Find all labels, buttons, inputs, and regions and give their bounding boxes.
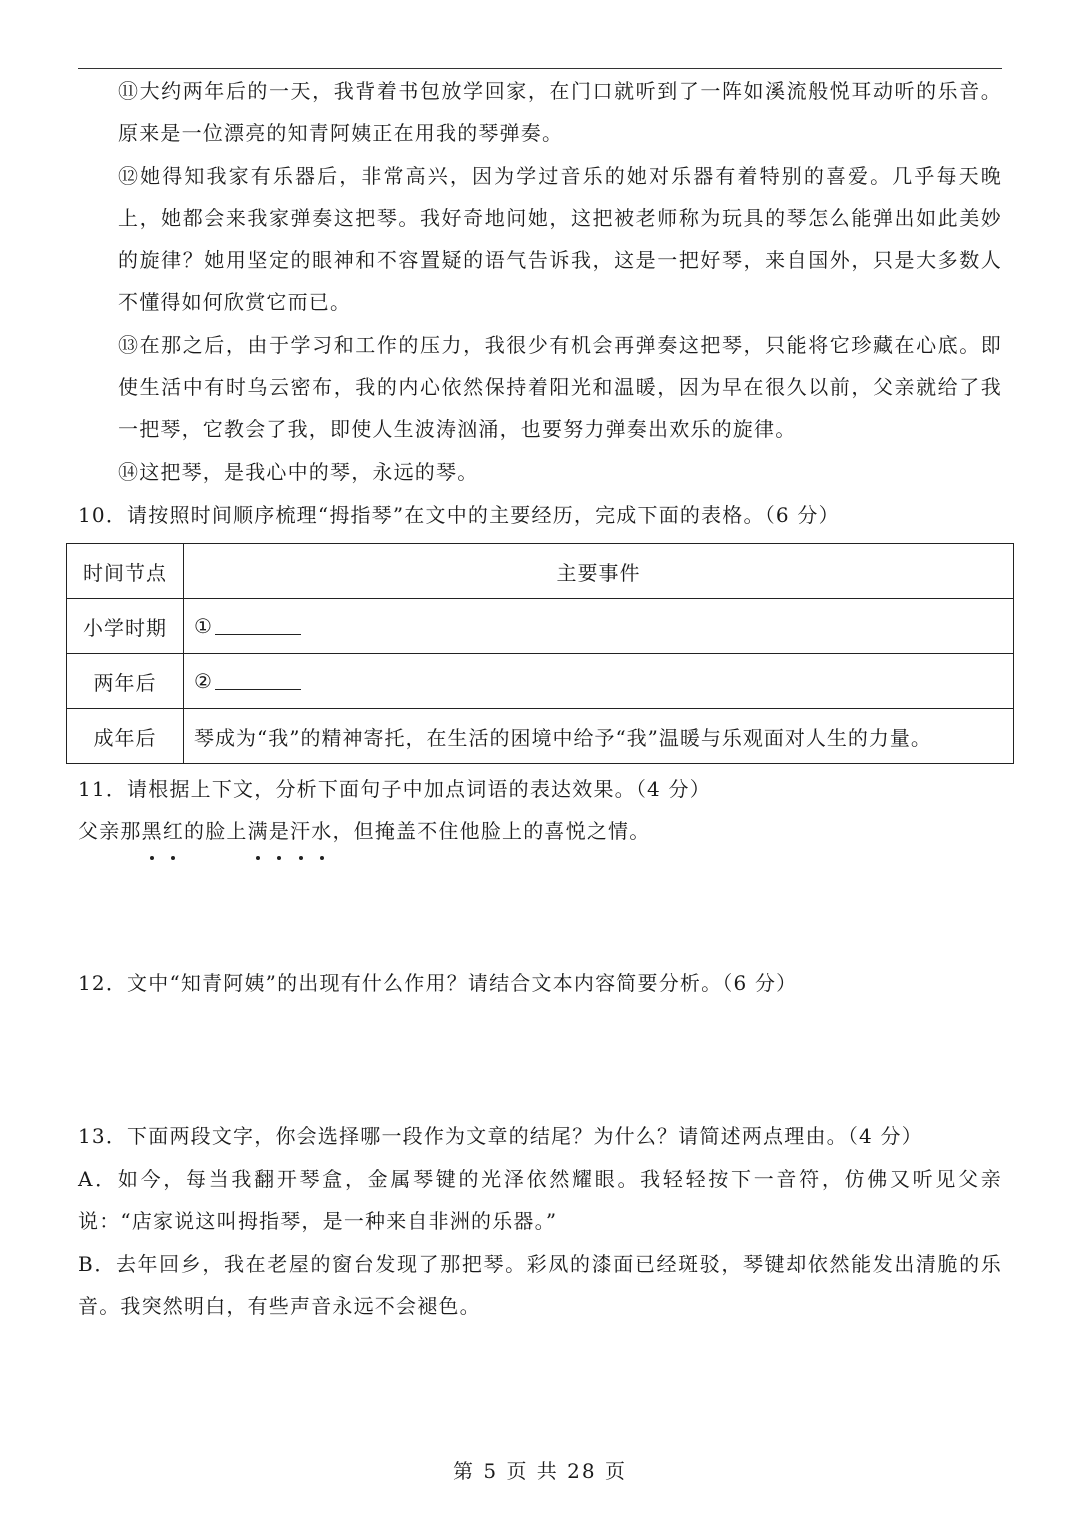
paragraph-14: ⑭这把琴，是我心中的琴，永远的琴。: [118, 460, 479, 484]
document-page: [78, 0, 1002, 1318]
question-13-prompt: 13．下面两段文字，你会选择哪一段作为文章的结尾？为什么？请简述两点理由。（4 分）: [78, 1124, 923, 1148]
header-event: 主要事件: [184, 544, 1014, 599]
paragraph-12: ⑫她得知我家有乐器后，非常高兴，因为学过音乐的她对乐器有着特别的喜爱。几乎每天晚上，她都会来我家弹奏这把琴。我好奇地问她，这把被老师称为玩具的琴怎么能弹出如此美妙的旋律？她用坚定的眼神和不容置疑的语气告诉我，这是一把好琴，来自国外，只是大多数人不懂得如何欣赏它而已。: [118, 164, 1002, 314]
table-row: [67, 599, 1014, 654]
row-event: 琴成为“我”的精神寄托，在生活的困境中给予“我”温暖与乐观面对人生的力量。: [184, 709, 1014, 764]
dotted-char: 水: [311, 810, 332, 852]
header-rule: [78, 68, 1002, 69]
answer-blank[interactable]: [215, 669, 301, 690]
row-event[interactable]: [184, 599, 1014, 654]
events-table: [66, 543, 1014, 764]
paragraph-13: ⑬在那之后，由于学习和工作的压力，我很少有机会再弹奏这把琴，只能将它珍藏在心底。即使生活中有时乌云密布，我的内心依然保持着阳光和温暖，因为早在很久以前，父亲就给了我一把琴，它教会了我，即使人生波涛汹涌，也要努力弹奏出欢乐的旋律。: [118, 333, 1002, 441]
question-11-sentence: [78, 810, 1002, 852]
dotted-char: 是: [269, 810, 290, 852]
paragraph-11: ⑪大约两年后的一天，我背着书包放学回家，在门口就听到了一阵如溪流般悦耳动听的乐音。原来是一位漂亮的知青阿姨正在用我的琴弹奏。: [118, 79, 1002, 145]
row-time: 小学时期: [67, 599, 184, 654]
sentence-text: 父亲那: [78, 819, 142, 843]
page-number: 第 5 页 共 28 页: [453, 1459, 627, 1483]
table-row: [67, 654, 1014, 709]
dotted-char: 汗: [290, 810, 311, 852]
dotted-char: 黑: [142, 810, 163, 852]
row-event[interactable]: [184, 654, 1014, 709]
question-10-prompt: 10．请按照时间顺序梳理“拇指琴”在文中的主要经历，完成下面的表格。（6 分）: [78, 503, 840, 527]
blank-label: ①: [194, 614, 213, 638]
table-header-row: [67, 544, 1014, 599]
header-time: 时间节点: [67, 544, 184, 599]
question-11-prompt: 11．请根据上下文，分析下面句子中加点词语的表达效果。（4 分）: [78, 777, 711, 801]
question-12-prompt: 12．文中“知青阿姨”的出现有什么作用？请结合文本内容简要分析。（6 分）: [78, 971, 798, 995]
blank-label: ②: [194, 669, 213, 693]
sentence-text: 的脸上: [184, 819, 248, 843]
dotted-char: 满: [248, 810, 269, 852]
dotted-char: 红: [163, 810, 184, 852]
option-a: A．如今，每当我翻开琴盒，金属琴键的光泽依然耀眼。我轻轻按下一音符，仿佛又听见父亲说：“店家说这叫拇指琴，是一种来自非洲的乐器。”: [78, 1167, 1002, 1233]
option-b: B．去年回乡，我在老屋的窗台发现了那把琴。彩凤的漆面已经斑驳，琴键却依然能发出清脆的乐音。我突然明白，有些声音永远不会褪色。: [78, 1252, 1002, 1318]
table-row: [67, 709, 1014, 764]
row-time: 两年后: [67, 654, 184, 709]
sentence-text: ，但掩盖不住他脸上的喜悦之情。: [332, 819, 651, 843]
answer-blank[interactable]: [215, 614, 301, 635]
row-time: 成年后: [67, 709, 184, 764]
